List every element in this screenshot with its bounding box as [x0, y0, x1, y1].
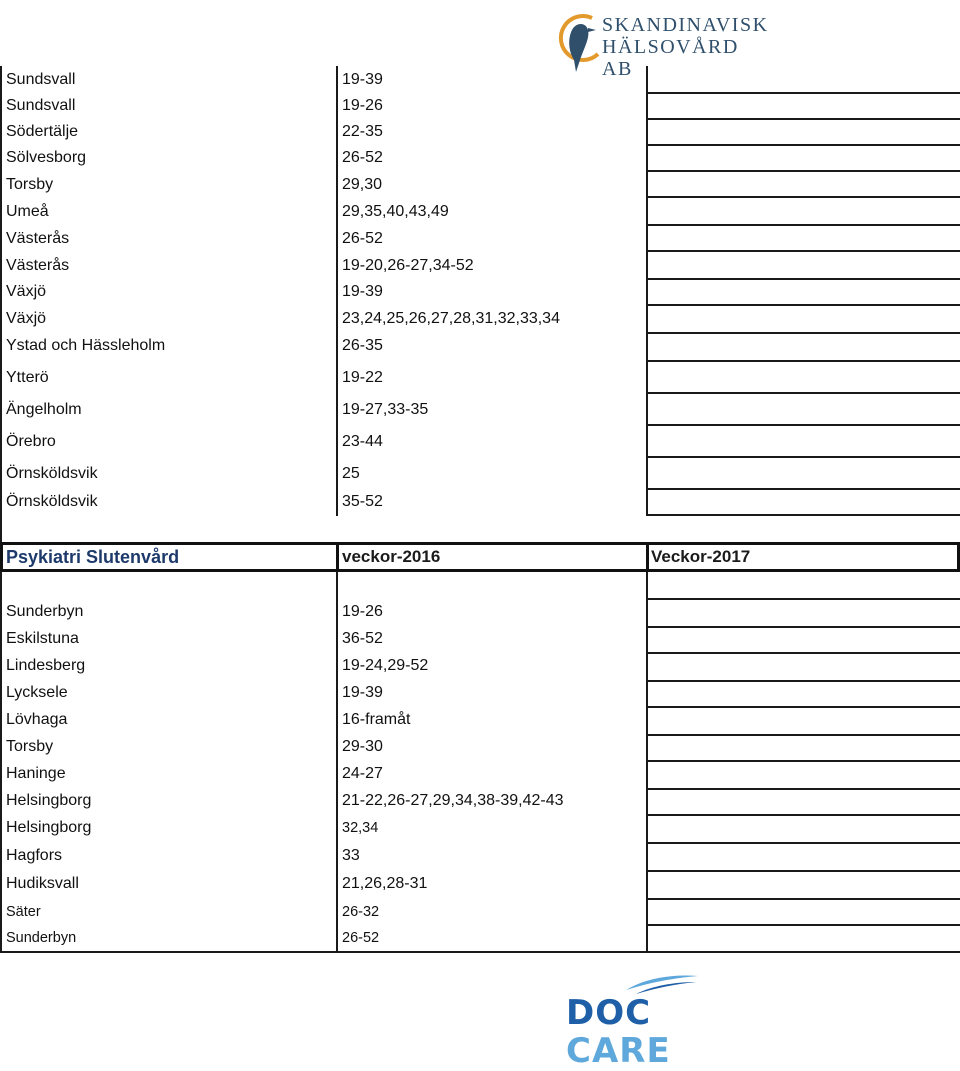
table-row	[0, 734, 960, 760]
weeks-cell: 19-22	[342, 369, 383, 386]
column-header-2016: veckor-2016	[342, 547, 441, 566]
place-cell: Helsingborg	[6, 819, 92, 836]
table-row	[0, 306, 960, 332]
logo-line-2: HÄLSOVÅRD AB	[602, 36, 739, 80]
weeks-cell: 29-30	[342, 738, 383, 755]
table-row	[0, 226, 960, 252]
logo-word-doc: DOC	[566, 993, 652, 1033]
weeks-cell: 26-35	[342, 337, 383, 354]
weeks-cell: 26-32	[342, 904, 380, 920]
place-cell: Ystad och Hässleholm	[6, 337, 166, 354]
place-cell: Västerås	[6, 257, 70, 274]
weeks-cell: 26-52	[342, 230, 383, 247]
weeks-cell: 19-27,33-35	[342, 401, 429, 418]
table-bottom-border	[0, 951, 960, 953]
weeks-cell: 19-26	[342, 603, 383, 620]
weeks-cell: 21-22,26-27,29,34,38-39,42-43	[342, 792, 564, 809]
place-cell: Torsby	[6, 738, 54, 755]
weeks-cell: 32,34	[342, 820, 379, 836]
row-line	[648, 360, 960, 362]
table-row	[0, 67, 960, 93]
table-row	[0, 93, 960, 119]
row-line	[648, 456, 960, 458]
weeks-cell: 35-52	[342, 493, 383, 510]
table-row	[0, 925, 960, 951]
place-cell: Lövhaga	[6, 711, 68, 728]
weeks-cell: 21,26,28-31	[342, 875, 428, 892]
place-cell: Sunderbyn	[6, 603, 84, 620]
place-cell: Ytterö	[6, 369, 49, 386]
header-divider	[646, 545, 649, 569]
weeks-cell: 22-35	[342, 123, 383, 140]
place-cell: Lindesberg	[6, 657, 86, 674]
table-row	[0, 761, 960, 787]
weeks-cell: 33	[342, 847, 360, 864]
weeks-cell: 25	[342, 465, 360, 482]
place-cell: Torsby	[6, 176, 54, 193]
weeks-cell: 19-39	[342, 283, 383, 300]
place-cell: Eskilstuna	[6, 630, 79, 647]
section-header-row	[0, 542, 960, 572]
table-row	[0, 119, 960, 145]
header-divider	[336, 545, 339, 569]
table-row	[0, 397, 960, 423]
table-row	[0, 599, 960, 625]
table-row	[0, 871, 960, 897]
place-cell: Växjö	[6, 283, 47, 300]
place-cell: Sundsvall	[6, 71, 76, 88]
table-row	[0, 489, 960, 515]
weeks-cell: 19-39	[342, 684, 383, 701]
place-cell: Haninge	[6, 765, 66, 782]
place-cell: Sölvesborg	[6, 149, 87, 166]
logo-line-1: SKANDINAVISK	[602, 14, 769, 36]
table-row	[0, 899, 960, 925]
table-row	[0, 429, 960, 455]
table-row	[0, 843, 960, 869]
weeks-cell: 36-52	[342, 630, 383, 647]
table-row	[0, 279, 960, 305]
table-row	[0, 626, 960, 652]
table-row	[0, 707, 960, 733]
table-row	[0, 253, 960, 279]
table-row	[0, 461, 960, 487]
table-row	[0, 145, 960, 171]
table-row	[0, 653, 960, 679]
weeks-cell: 19-39	[342, 71, 383, 88]
place-cell: Örnsköldsvik	[6, 465, 98, 482]
table-row	[0, 788, 960, 814]
weeks-cell: 24-27	[342, 765, 383, 782]
place-cell: Umeå	[6, 203, 49, 220]
weeks-cell: 23-44	[342, 433, 383, 450]
weeks-cell: 26-52	[342, 930, 380, 946]
place-cell: Hudiksvall	[6, 875, 79, 892]
doc-care-logo	[562, 970, 752, 1071]
place-cell: Örnsköldsvik	[6, 493, 98, 510]
place-cell: Södertälje	[6, 123, 79, 140]
row-line	[648, 392, 960, 394]
row-line	[648, 424, 960, 426]
place-cell: Örebro	[6, 433, 56, 450]
place-cell: Hagfors	[6, 847, 63, 864]
weeks-cell: 16-framåt	[342, 711, 411, 728]
section-title: Psykiatri Slutenvård	[6, 547, 180, 567]
place-cell: Sunderbyn	[6, 930, 77, 946]
column-header-2017: Veckor-2017	[651, 547, 751, 566]
weeks-cell: 19-24,29-52	[342, 657, 429, 674]
table-row	[0, 199, 960, 225]
weeks-cell: 26-52	[342, 149, 383, 166]
table-row	[0, 172, 960, 198]
table-row	[0, 333, 960, 359]
place-cell: Lycksele	[6, 684, 68, 701]
table-row	[0, 365, 960, 391]
logo-word-care: CARE	[566, 1031, 671, 1071]
table-row	[0, 680, 960, 706]
place-cell: Sundsvall	[6, 97, 76, 114]
weeks-cell: 19-26	[342, 97, 383, 114]
place-cell: Västerås	[6, 230, 70, 247]
place-cell: Ängelholm	[6, 401, 82, 418]
weeks-cell: 19-20,26-27,34-52	[342, 257, 474, 274]
weeks-cell: 29,35,40,43,49	[342, 203, 449, 220]
place-cell: Helsingborg	[6, 792, 92, 809]
place-cell: Säter	[6, 904, 41, 920]
place-cell: Växjö	[6, 310, 47, 327]
weeks-cell: 23,24,25,26,27,28,31,32,33,34	[342, 310, 560, 327]
weeks-cell: 29,30	[342, 176, 383, 193]
table-row	[0, 815, 960, 841]
